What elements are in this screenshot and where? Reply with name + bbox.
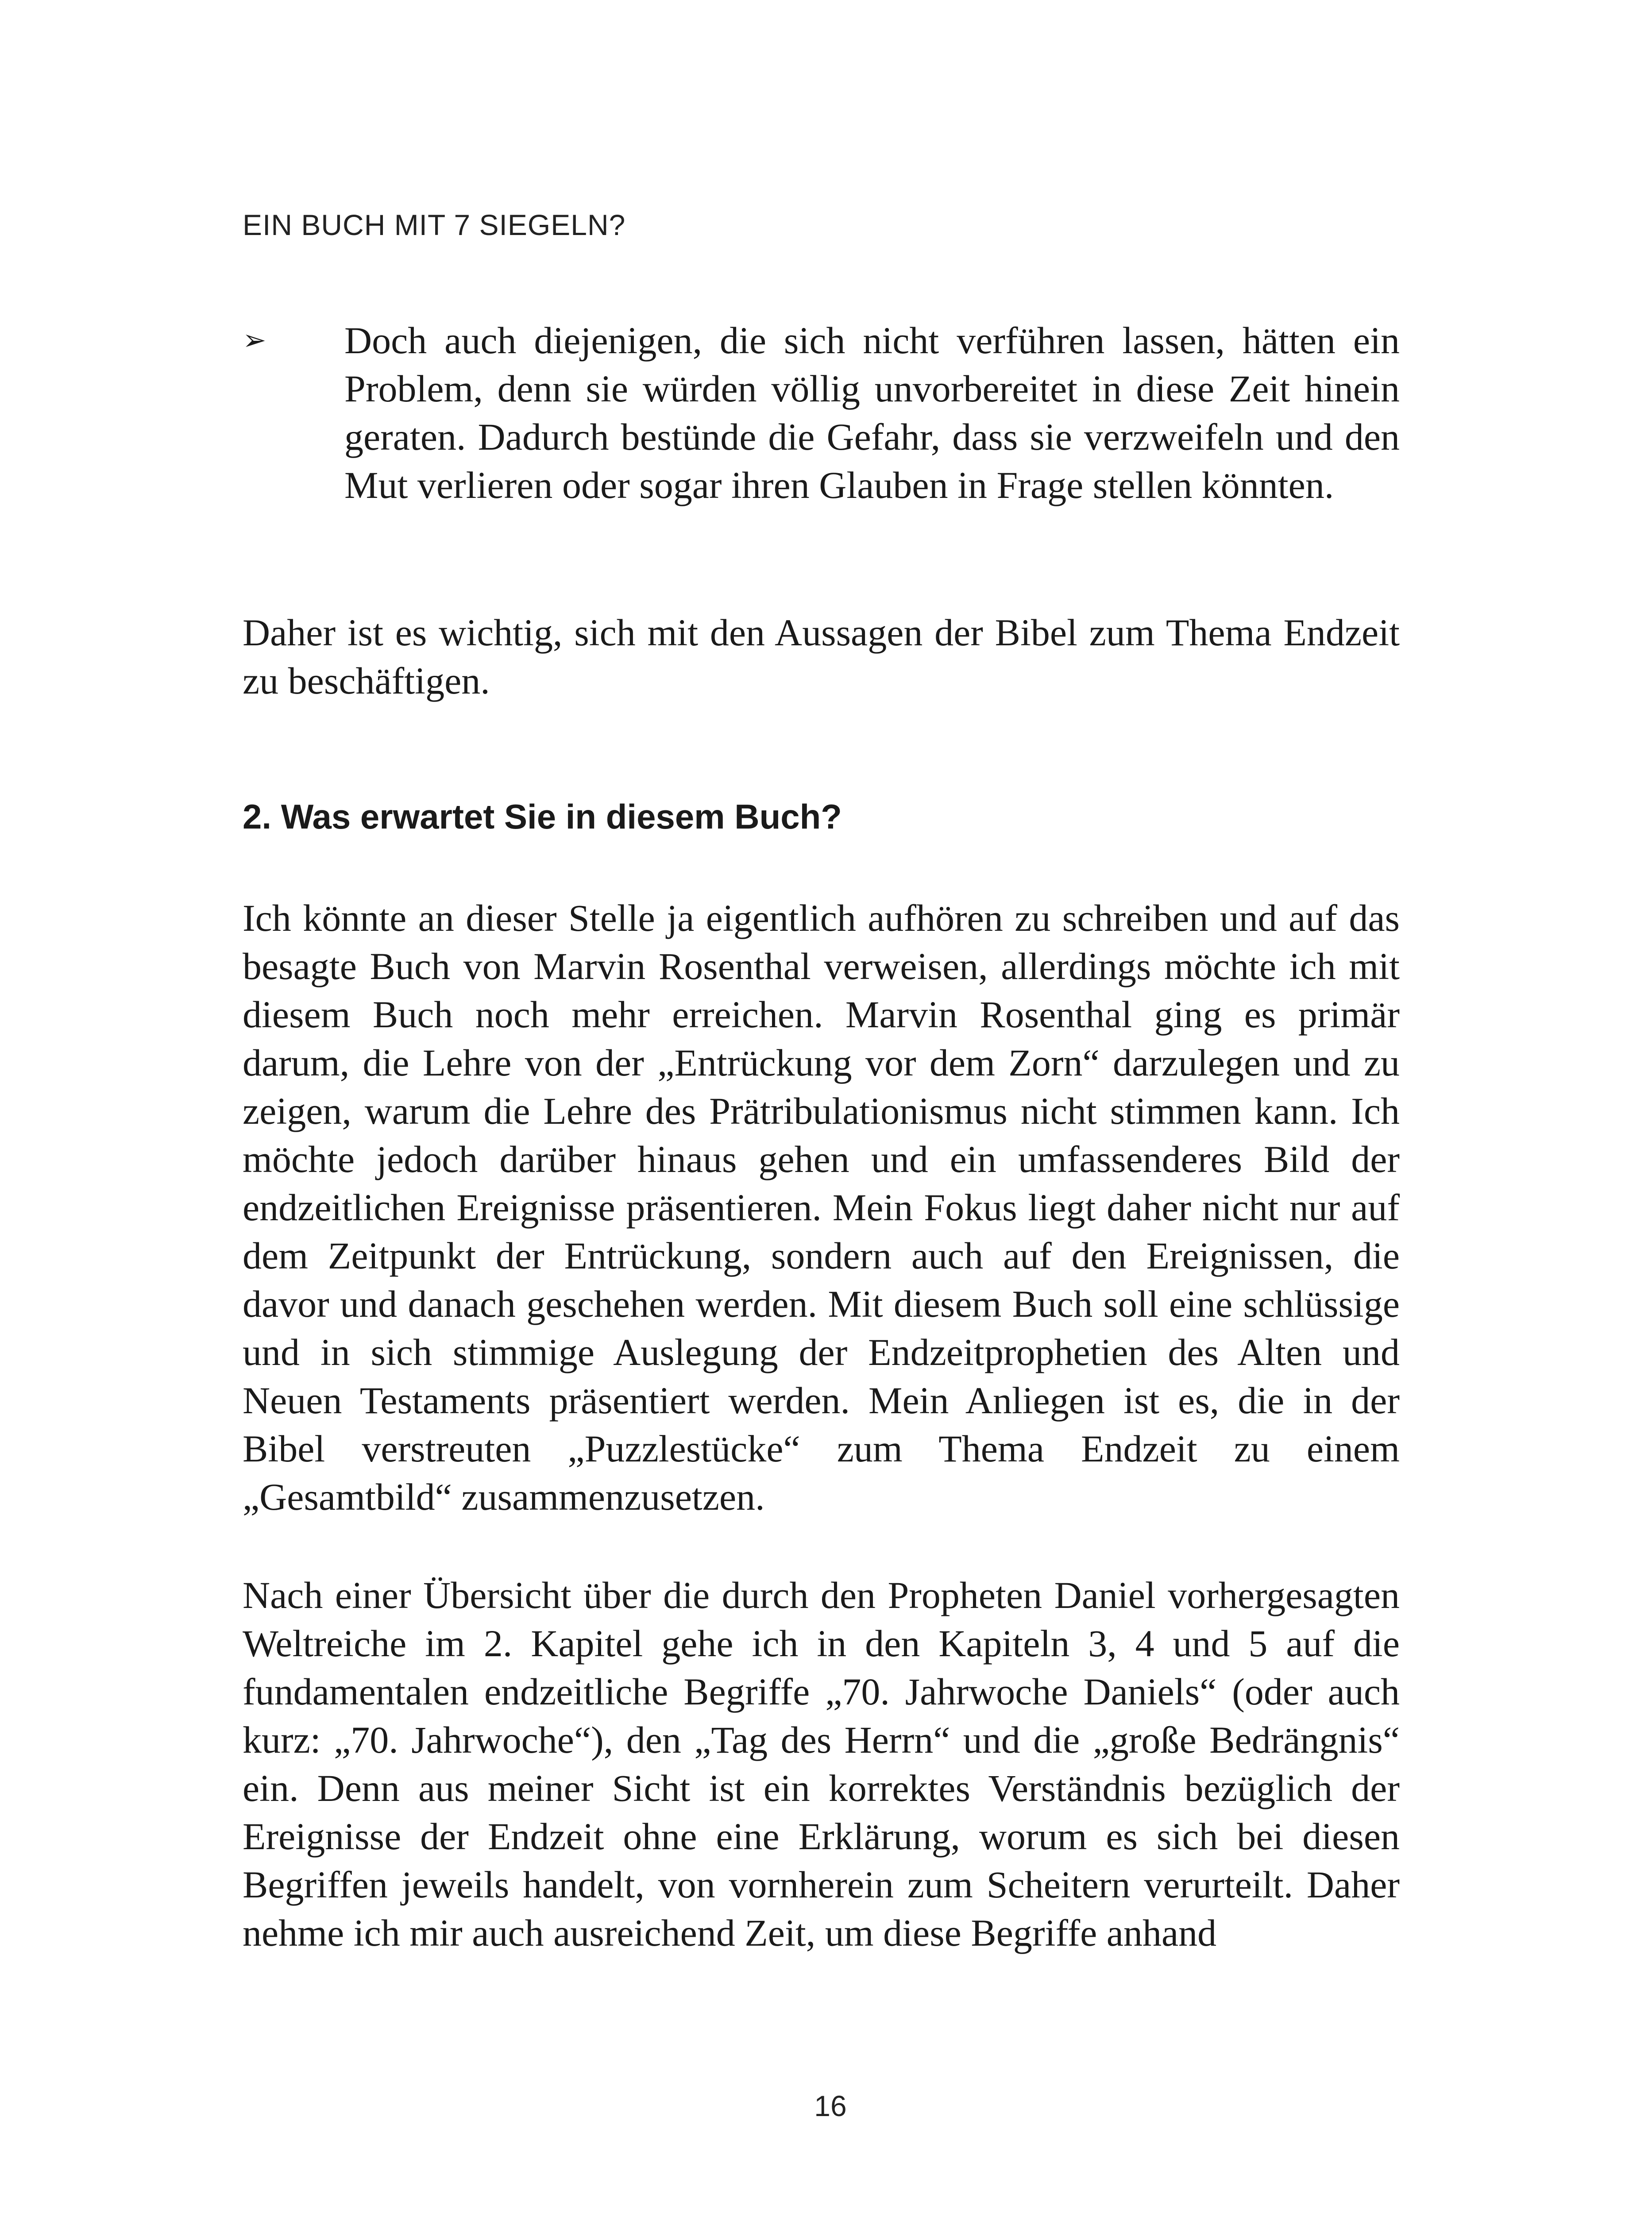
bullet-text: Doch auch diejenigen, die sich nicht verführen lassen, hätten ein Problem, denn sie würden völlig unvorbereitet in diese Zeit hinein geraten. Dadurch bestünde die Gefahr, dass sie verzweifeln und den Mut verlieren oder sogar ihren Glauben in Frage stellen könnten. (344, 319, 1400, 506)
page-number: 16 (814, 2090, 847, 2122)
paragraph-chapter-overview: Nach einer Übersicht über die durch den Propheten Daniel vorhergesagten Weltreiche im 2. Kapitel gehe ich in den Kapiteln 3, 4 und 5 auf die fundamentalen endzeitliche Begriffe „70. Jahrwoche Daniels“ (oder auch kurz: „70. Jahrwoche“), den „Tag des Herrn“ und die „große Bedrängnis“ ein. Denn aus meiner Sicht ist ein korrektes Verständnis bezüglich der Ereignisse der Endzeit ohne eine Erklärung, worum es sich bei diesen Begriffen jeweils handelt, von vornherein zum Scheitern verurteilt. Daher nehme ich mir auch ausreichend Zeit, um diese Begriffe anhand (243, 1574, 1400, 1954)
paragraph-book-goal: Ich könnte an dieser Stelle ja eigentlich aufhören zu schreiben und auf das besagte Buch von Marvin Rosenthal verweisen, allerdings möchte ich mit diesem Buch noch mehr erreichen. Marvin Rosenthal ging es primär darum, die Lehre von der „Entrückung vor dem Zorn“ darzulegen und zu zeigen, warum die Lehre des Prätribulationismus nicht stimmen kann. Ich möchte jedoch darüber hinaus gehen und ein umfassenderes Bild der endzeitlichen Ereignisse präsentieren. Mein Fokus liegt daher nicht nur auf dem Zeitpunkt der Entrückung, sondern auch auf den Ereignissen, die davor und danach geschehen werden. Mit diesem Buch soll eine schlüssige und in sich stimmige Auslegung der Endzeitprophetien des Alten und Neuen Testaments präsentiert werden. Mein Anliegen ist es, die in der Bibel verstreuten „Puzzlestücke“ zum Thema Endzeit zu einem „Gesamtbild“ zusammenzusetzen. (243, 897, 1400, 1518)
arrow-bullet-icon: ➢ (243, 324, 266, 357)
section-heading: 2. Was erwartet Sie in diesem Buch? (243, 797, 842, 836)
running-head: EIN BUCH MIT 7 SIEGELN? (243, 208, 626, 241)
paragraph-intro-conclusion: Daher ist es wichtig, sich mit den Aussagen der Bibel zum Thema Endzeit zu beschäftigen. (243, 611, 1400, 702)
